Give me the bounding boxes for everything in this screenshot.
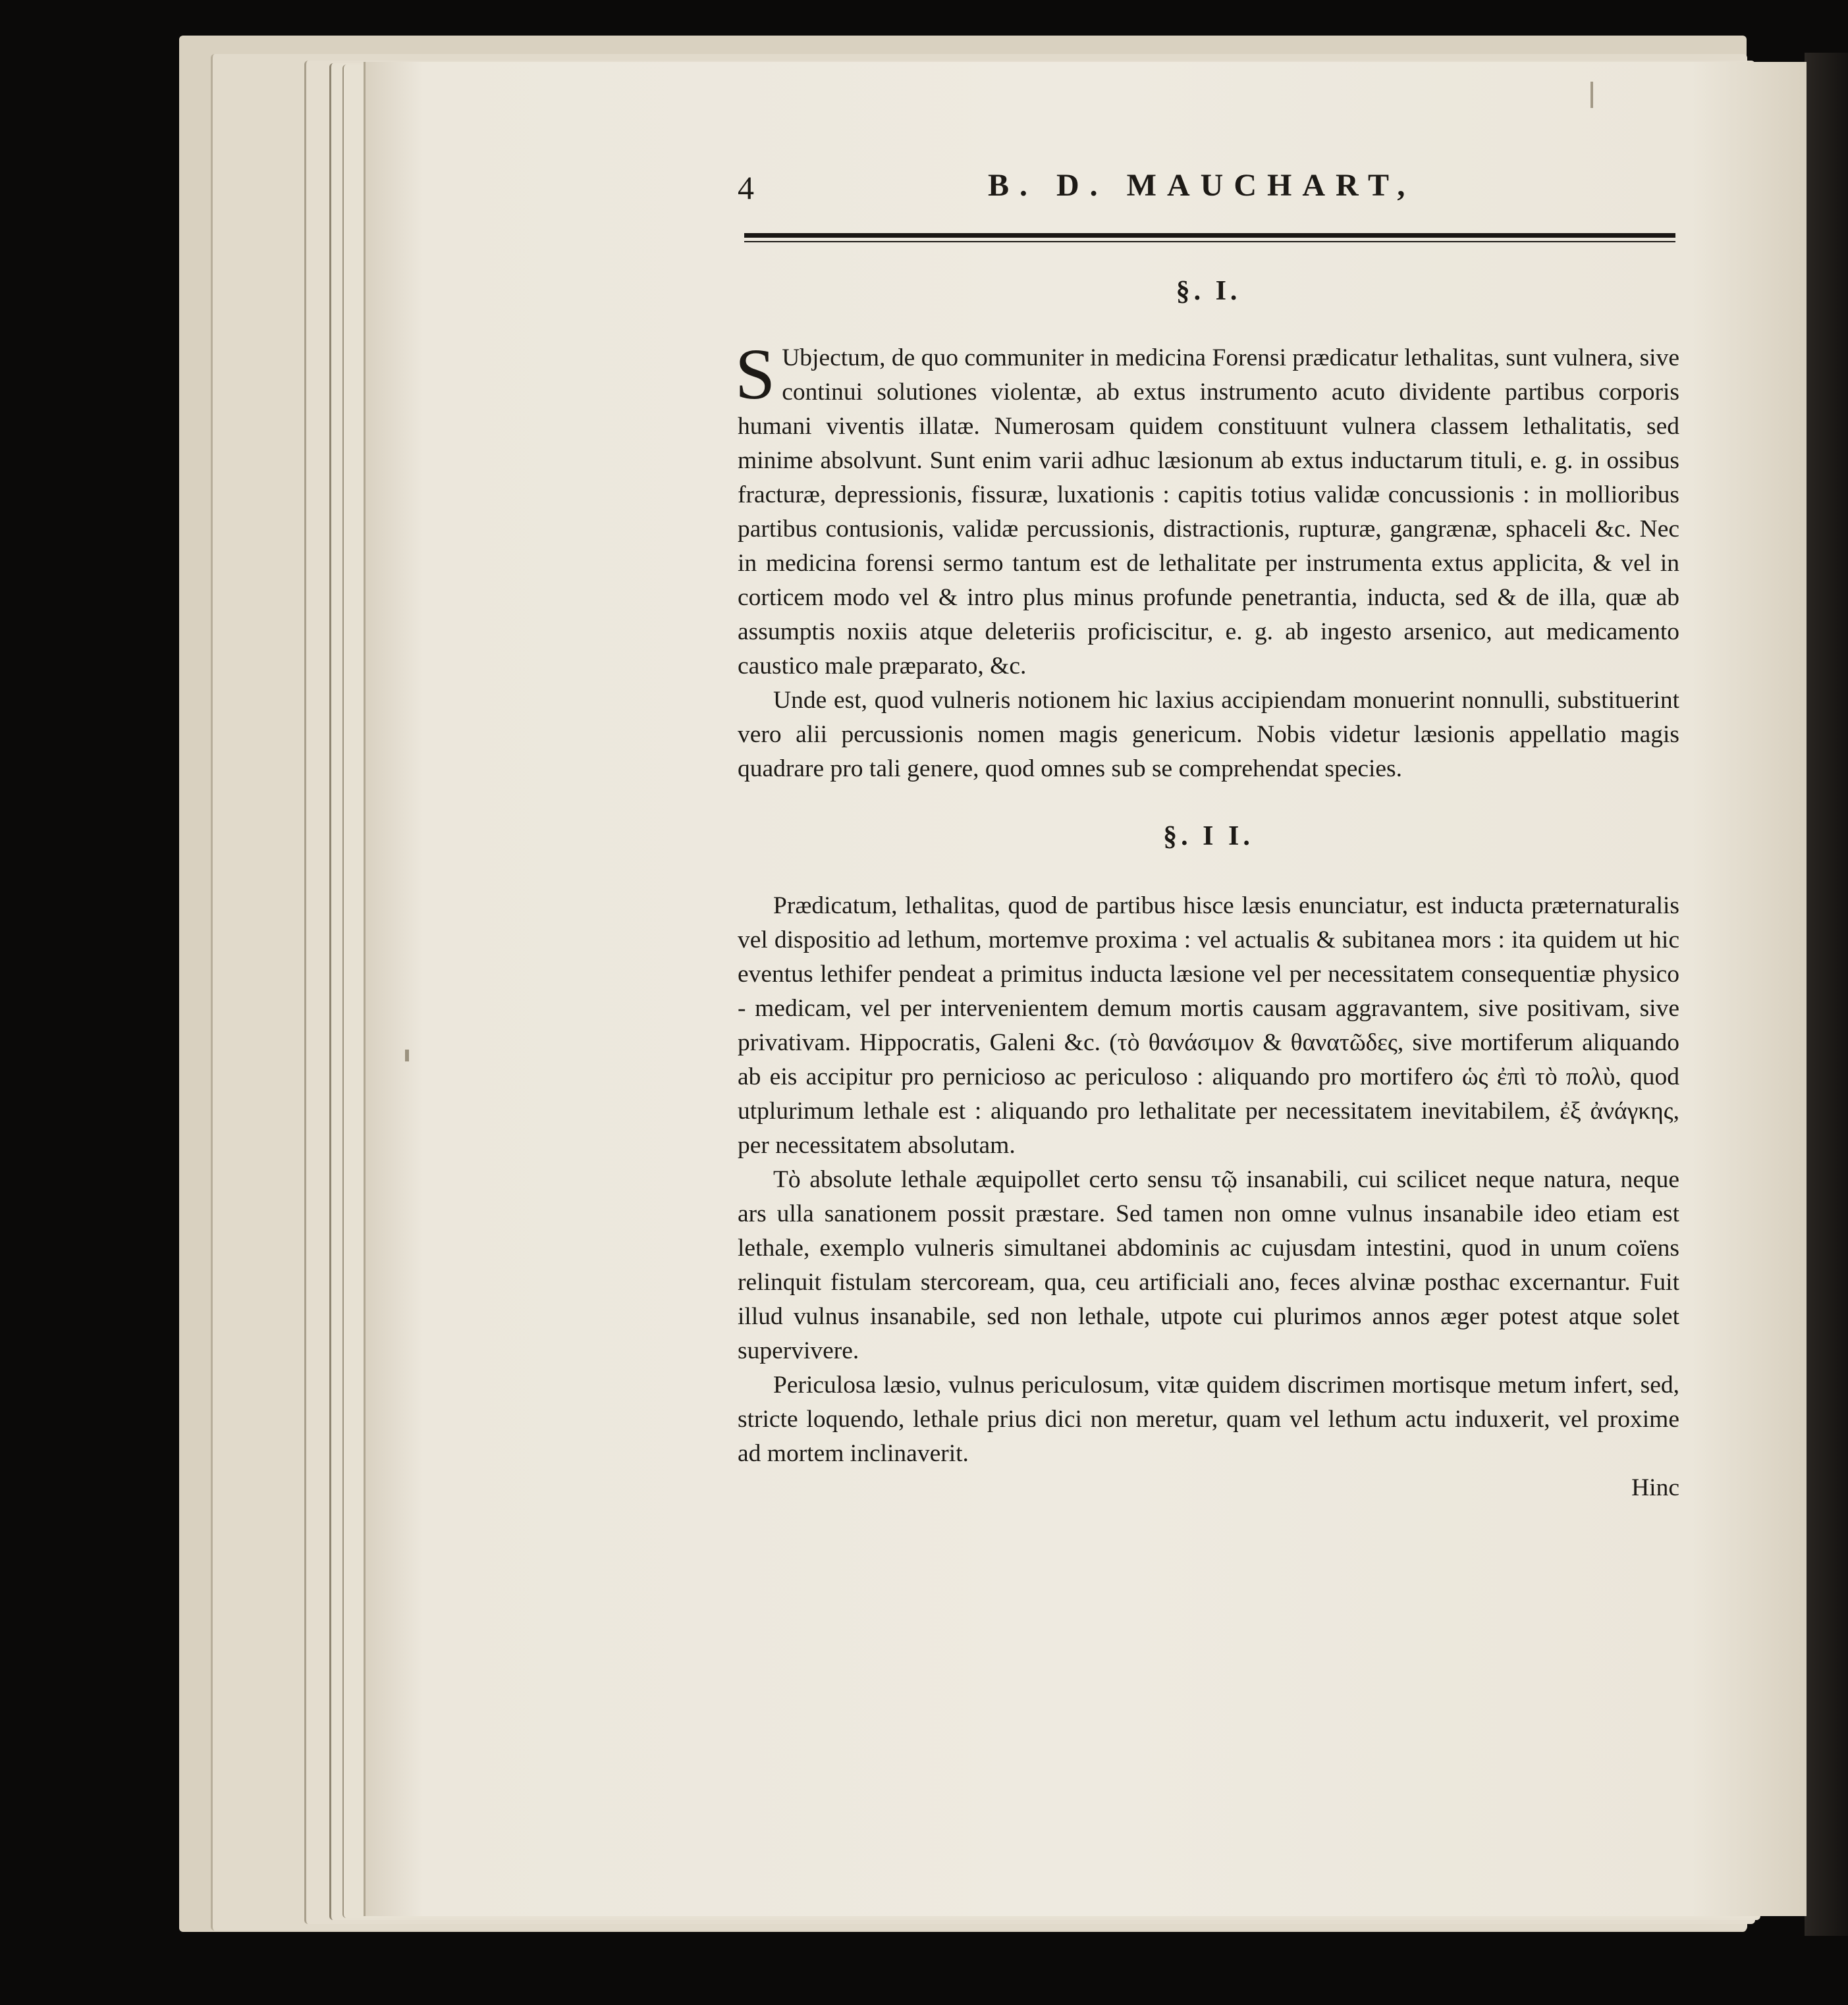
page-text-block: [735, 165, 1679, 1505]
paragraph: Prædicatum, lethalitas, quod de partibus hisce læsis enunciatur, est inducta præternaturalis vel dispositio ad lethum, mortemve proxima : vel actualis & subitanea mors : ita quidem ut hic eventus lethifer pendeat a primitus inducta læsione vel per necessitatem consequentiæ physico - medicam, vel per intervenientem demum mortis causam aggravantem, sive positivam, sive privativam. Hippocratis, Galeni &c. (τὸ θανάσιμον & θανατῶδες, sive mortiferum aliquando ab eis accipitur pro pernicioso ac periculoso : aliquando pro mortifero ὡς ἐπὶ τὸ πολὺ, quod utplurimum lethale est : aliquando pro lethalitate per necessitatem inevitabilem, ἐξ ἀνάγκης, per necessitatem absolutam.: [738, 892, 1679, 1159]
paper-speck: [405, 1050, 409, 1061]
book-spine-shadow: [1805, 53, 1848, 1936]
running-title: B. D. MAUCHART,: [988, 168, 1416, 203]
section-heading: §. I I.: [1163, 821, 1254, 851]
paper-speck: [1590, 82, 1593, 108]
section-1: [735, 334, 1679, 786]
section-heading: §. I.: [1176, 276, 1241, 306]
section-2: [738, 889, 1679, 1505]
drop-cap: S: [735, 334, 776, 414]
page-number: 4: [738, 169, 754, 206]
paragraph: Periculosa læsio, vulnus periculosum, vitæ quidem discrimen mortisque metum infert, sed, stricte loquendo, lethale prius dici non meretur, quam vel lethum actu induxerit, vel proxime ad mortem inclinaverit.: [738, 1372, 1679, 1467]
paragraph: Ubjectum, de quo communiter in medicina Forensi prædicatur lethalitas, sunt vulnera, sive continui solutiones violentæ, ab extus instrumento acuto dividente partibus corporis humani viventis illatæ. Numerosam quidem constituunt vulnera classem lethalitatis, sed minime absolvunt. Sunt enim varii adhuc læsionum ab extus inductarum tituli, e. g. in ossibus fracturæ, depressionis, fissuræ, luxationis : capitis totius validæ concussionis : in mollioribus partibus contusionis, validæ percussionis, distractionis, rupturæ, gangrænæ, sphaceli &c. Nec in medicina forensi sermo tantum est de lethalitate per instrumenta extus applicita, & vel in corticem modo vel & intro plus minus profunde penetrantia, inducta, sed & de illa, quæ ab assumptis noxiis atque deleteriis proficiscitur, e. g. ab ingesto arsenico, aut medicamento caustico male præparato, &c.: [738, 344, 1679, 680]
paragraph: Unde est, quod vulneris notionem hic laxius accipiendam monuerint nonnulli, substituerint vero alii percussionis nomen magis genericum. Nobis videtur læsionis appellatio magis quadrare pro tali genere, quod omnes sub se comprehendat species.: [738, 687, 1679, 782]
header-rule: [744, 233, 1675, 242]
paragraph: Τὸ absolute lethale æquipollet certo sensu τῷ insanabili, cui scilicet neque natura, neque ars ulla sanationem possit præstare. Sed tamen non omne vulnus insanabile ideo etiam est lethale, exemplo vulneris simultanei abdominis ac cujusdam intestini, quod in unum coïens relinquit fistulam stercoream, qua, ceu artificiali ano, feces alvinæ posthac excernantur. Fuit illud vulnus insanabile, sed non lethale, utpote cui plurimos annos æger potest atque solet supervivere.: [738, 1166, 1679, 1364]
catchword: Hinc: [1631, 1474, 1679, 1501]
running-head: [738, 165, 1679, 217]
